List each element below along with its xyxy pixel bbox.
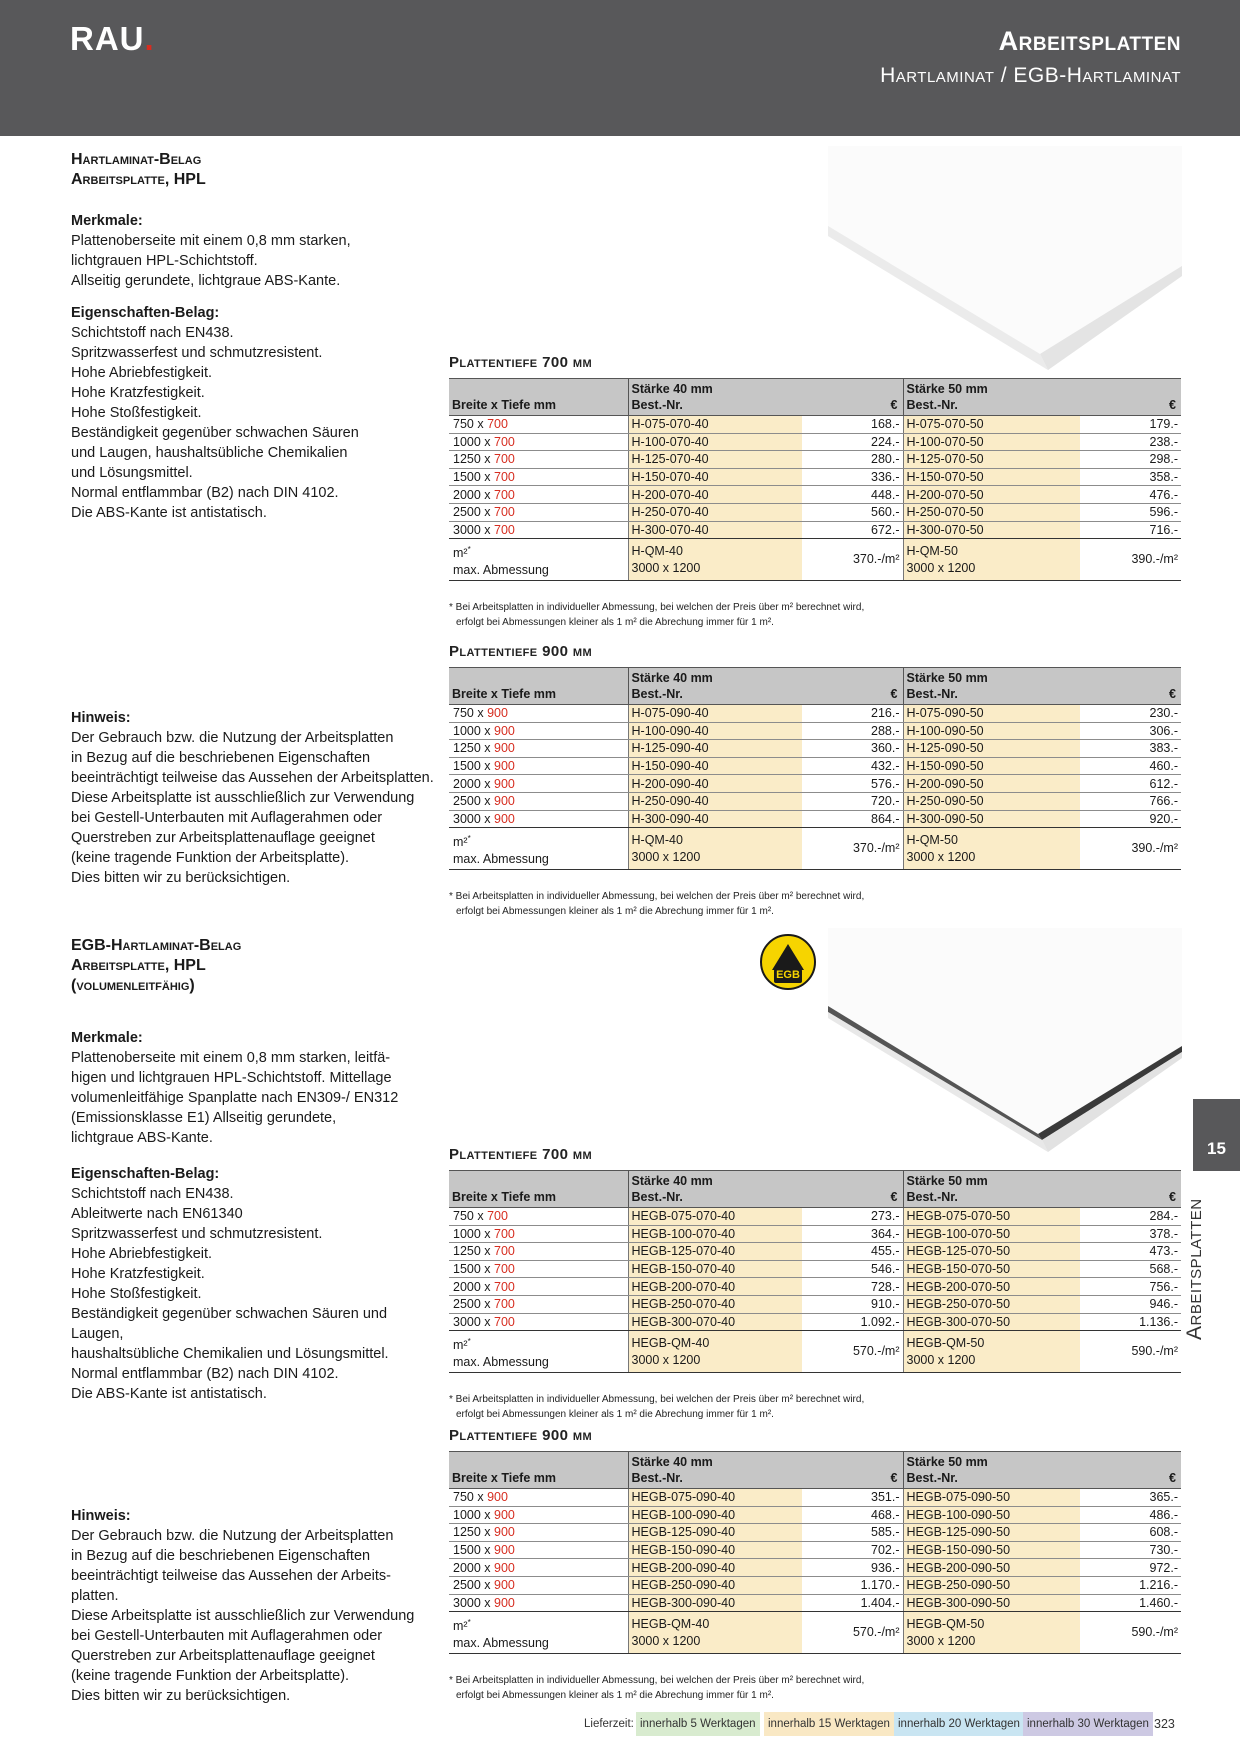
size-cell: 1000 x 900 <box>449 1506 628 1524</box>
text-line: Der Gebrauch bzw. die Nutzung der Arbeitsplatten <box>71 1528 394 1544</box>
qm-price-cell: 390.-/m² <box>1080 828 1181 870</box>
text-line: Dies bitten wir zu berücksichtigen. <box>71 870 291 886</box>
order-number-cell: HEGB-250-070-40 <box>628 1295 802 1313</box>
col-header-euro: € <box>802 379 903 416</box>
price-cell: 306.- <box>1080 722 1181 740</box>
table-row <box>449 521 1181 539</box>
order-number-cell: HEGB-200-090-50 <box>903 1559 1080 1577</box>
price-cell: 910.- <box>802 1295 903 1313</box>
order-number-cell: HEGB-100-090-50 <box>903 1506 1080 1524</box>
order-number-cell: H-150-070-40 <box>628 468 802 486</box>
size-cell: 1500 x 900 <box>449 1541 628 1559</box>
text-line: Die ABS-Kante ist antistatisch. <box>71 505 267 521</box>
size-cell: 1000 x 700 <box>449 433 628 451</box>
text-line: Schichtstoff nach EN438. <box>71 1186 234 1202</box>
text-line: Plattenoberseite mit einem 0,8 mm starken, <box>71 233 351 249</box>
price-cell: 576.- <box>802 775 903 793</box>
size-cell: 2500 x 900 <box>449 792 628 810</box>
qm-order-number-cell: H-QM-40 3000 x 1200 <box>628 828 802 870</box>
col-header-size: Breite x Tiefe mm <box>449 379 628 416</box>
table-row <box>449 1208 1181 1226</box>
section2-eigenschaften: Eigenschaften-Belag: Schichtstoff nach EN438. Ableitwerte nach EN61340 Spritzwasserfest und schmutzresistent. Hohe Abriebfestigkeit. Hohe Kratzfestigkeit. Hohe Stoßfestigkeit. Beständigkeit gegenüber schwachen Säuren und Laugen, haushaltsübliche Chemikalien und Lösungsmittel. Normal entflammbar (B2) nach DIN 4102. Die ABS-Kante ist antistatisch. <box>71 1166 389 1402</box>
size-cell: 1500 x 700 <box>449 468 628 486</box>
hpl-worktop-image <box>820 146 1182 370</box>
text-line: Plattenoberseite mit einem 0,8 mm starken, leitfä- <box>71 1050 391 1066</box>
lieferzeit-chip: innerhalb 30 Werktagen <box>1023 1712 1153 1736</box>
price-cell: 179.- <box>1080 416 1181 434</box>
price-cell: 238.- <box>1080 433 1181 451</box>
text-line: Die ABS-Kante ist antistatisch. <box>71 1386 267 1402</box>
price-cell: 360.- <box>802 740 903 758</box>
qm-price-cell: 590.-/m² <box>1080 1612 1181 1654</box>
text-line: Normal entflammbar (B2) nach DIN 4102. <box>71 485 339 501</box>
size-cell: 1250 x 700 <box>449 1243 628 1261</box>
col-header-euro: € <box>1080 668 1181 705</box>
text-line: und Lösungsmittel. <box>71 465 193 481</box>
text-line: beeinträchtigt teilweise das Aussehen der Arbeitsplatten. <box>71 770 434 786</box>
size-cell: 750 x 700 <box>449 1208 628 1226</box>
price-cell: 288.- <box>802 722 903 740</box>
order-number-cell: H-075-070-50 <box>903 416 1080 434</box>
qm-order-number-cell: H-QM-40 3000 x 1200 <box>628 539 802 581</box>
lieferzeit-chip: innerhalb 5 Werktagen <box>636 1712 760 1736</box>
text-line: Diese Arbeitsplatte ist ausschließlich zur Verwendung <box>71 1608 415 1624</box>
qm-order-number-cell: HEGB-QM-40 3000 x 1200 <box>628 1331 802 1373</box>
order-number-cell: H-125-090-50 <box>903 740 1080 758</box>
qm-price-cell: 370.-/m² <box>802 828 903 870</box>
price-cell: 336.- <box>802 468 903 486</box>
section2-hinweis: Hinweis: Der Gebrauch bzw. die Nutzung der Arbeitsplatten in Bezug auf die beschriebenen Eigenschaften beeinträchtigt teilweise das Aussehen der Arbeits- platten. Diese Arbeitsplatte ist ausschließlich zur Verwendung bei Gestell-Unterbauten mit Auflagerahmen oder Querstreben zur Arbeitsplattenauflage geeignet (keine tragende Funktion der Arbeitsplatte). Dies bitten wir zu berücksichtigen. <box>71 1508 415 1704</box>
order-number-cell: HEGB-125-090-40 <box>628 1524 802 1542</box>
size-cell: 3000 x 900 <box>449 1594 628 1612</box>
table-row <box>449 1313 1181 1331</box>
qm-order-number-cell: HEGB-QM-50 3000 x 1200 <box>903 1612 1080 1654</box>
order-number-cell: HEGB-300-090-50 <box>903 1594 1080 1612</box>
table-footnote: * Bei Arbeitsplatten in individueller Abmessung, bei welchen der Preis über m² berechnet wird, erfolgt bei Abmessungen kleiner als 1 m² die Abrechung immer für 1 m². <box>449 1675 865 1701</box>
price-cell: 284.- <box>1080 1208 1181 1226</box>
price-cell: 936.- <box>802 1559 903 1577</box>
qm-price-cell: 390.-/m² <box>1080 539 1181 581</box>
text-line: haushaltsübliche Chemikalien und Lösungsmittel. <box>71 1346 389 1362</box>
text-line: Querstreben zur Arbeitsplattenauflage geeignet <box>71 1648 375 1664</box>
price-cell: 728.- <box>802 1278 903 1296</box>
table-row-qm <box>449 539 1181 581</box>
price-table <box>449 1170 1181 1373</box>
order-number-cell: HEGB-300-070-40 <box>628 1313 802 1331</box>
text-line: Schichtstoff nach EN438. <box>71 325 234 341</box>
table-row-qm <box>449 1612 1181 1654</box>
table-row <box>449 1260 1181 1278</box>
table-footnote: * Bei Arbeitsplatten in individueller Abmessung, bei welchen der Preis über m² berechnet wird, erfolgt bei Abmessungen kleiner als 1 m² die Abrechung immer für 1 m². <box>449 1394 865 1420</box>
order-number-cell: HEGB-075-070-40 <box>628 1208 802 1226</box>
order-number-cell: H-200-090-40 <box>628 775 802 793</box>
text-line: Der Gebrauch bzw. die Nutzung der Arbeitsplatten <box>71 730 394 746</box>
table-row <box>449 757 1181 775</box>
table-row <box>449 722 1181 740</box>
order-number-cell: H-300-070-50 <box>903 521 1080 539</box>
order-number-cell: H-075-090-40 <box>628 705 802 723</box>
col-header-s50: Stärke 50 mm Best.-Nr. <box>903 1171 1080 1208</box>
order-number-cell: H-150-090-50 <box>903 757 1080 775</box>
price-cell: 476.- <box>1080 486 1181 504</box>
qm-price-cell: 570.-/m² <box>802 1612 903 1654</box>
price-cell: 730.- <box>1080 1541 1181 1559</box>
order-number-cell: HEGB-150-070-50 <box>903 1260 1080 1278</box>
price-cell: 596.- <box>1080 503 1181 521</box>
col-header-size: Breite x Tiefe mm <box>449 668 628 705</box>
price-table <box>449 1451 1181 1654</box>
table-row <box>449 1524 1181 1542</box>
qm-order-number-cell: HEGB-QM-40 3000 x 1200 <box>628 1612 802 1654</box>
qm-label-cell: m²* max. Abmessung <box>449 1612 628 1654</box>
text-line: Allseitig gerundete, lichtgraue ABS-Kante. <box>71 273 341 289</box>
col-header-euro: € <box>802 1452 903 1489</box>
qm-order-number-cell: H-QM-50 3000 x 1200 <box>903 828 1080 870</box>
order-number-cell: HEGB-150-090-40 <box>628 1541 802 1559</box>
price-cell: 756.- <box>1080 1278 1181 1296</box>
size-cell: 2000 x 900 <box>449 1559 628 1577</box>
section1-hinweis: Hinweis: Der Gebrauch bzw. die Nutzung der Arbeitsplatten in Bezug auf die beschriebenen Eigenschaften beeinträchtigt teilweise das Aussehen der Arbeitsplatten. Diese Arbeitsplatte ist ausschließlich zur Verwendung bei Gestell-Unterbauten mit Auflagerahmen oder Querstreben zur Arbeitsplattenauflage geeignet (keine tragende Funktion der Arbeitsplatte). Dies bitten wir zu berücksichtigen. <box>71 710 434 886</box>
table-row <box>449 416 1181 434</box>
col-header-euro: € <box>1080 1452 1181 1489</box>
section1-eigenschaften: Eigenschaften-Belag: Schichtstoff nach EN438. Spritzwasserfest und schmutzresistent. Hohe Abriebfestigkeit. Hohe Kratzfestigkeit. Hohe Stoßfestigkeit. Beständigkeit gegenüber schwachen Säuren und Laugen, haushaltsübliche Chemikalien und Lösungsmittel. Normal entflammbar (B2) nach DIN 4102. Die ABS-Kante ist antistatisch. <box>71 305 359 521</box>
table-row <box>449 451 1181 469</box>
col-header-euro: € <box>1080 1171 1181 1208</box>
table-row <box>449 810 1181 828</box>
table-row <box>449 792 1181 810</box>
table-row <box>449 486 1181 504</box>
order-number-cell: H-150-070-50 <box>903 468 1080 486</box>
price-cell: 720.- <box>802 792 903 810</box>
price-cell: 946.- <box>1080 1295 1181 1313</box>
order-number-cell: HEGB-125-090-50 <box>903 1524 1080 1542</box>
price-cell: 468.- <box>802 1506 903 1524</box>
table-title: Plattentiefe 900 mm <box>449 1427 593 1444</box>
order-number-cell: H-100-090-40 <box>628 722 802 740</box>
rau-logo: RAU. <box>70 20 155 57</box>
price-cell: 486.- <box>1080 1506 1181 1524</box>
order-number-cell: H-200-070-40 <box>628 486 802 504</box>
size-cell: 3000 x 700 <box>449 1313 628 1331</box>
price-cell: 702.- <box>802 1541 903 1559</box>
order-number-cell: HEGB-200-070-50 <box>903 1278 1080 1296</box>
text-line: bei Gestell-Unterbauten mit Auflagerahmen oder <box>71 1628 383 1644</box>
table-row <box>449 1541 1181 1559</box>
size-cell: 2000 x 900 <box>449 775 628 793</box>
lieferzeit-label: Lieferzeit: <box>584 1718 634 1730</box>
col-header-euro: € <box>1080 379 1181 416</box>
price-cell: 358.- <box>1080 468 1181 486</box>
price-cell: 1.404.- <box>802 1594 903 1612</box>
size-cell: 2000 x 700 <box>449 1278 628 1296</box>
text-line: Hohe Kratzfestigkeit. <box>71 385 205 401</box>
qm-price-cell: 370.-/m² <box>802 539 903 581</box>
order-number-cell: HEGB-075-090-40 <box>628 1489 802 1507</box>
table-row-qm <box>449 828 1181 870</box>
price-cell: 448.- <box>802 486 903 504</box>
text-line: und Laugen, haushaltsübliche Chemikalien <box>71 445 348 461</box>
col-header-euro: € <box>802 668 903 705</box>
table-row <box>449 1295 1181 1313</box>
size-cell: 1250 x 700 <box>449 451 628 469</box>
size-cell: 3000 x 700 <box>449 521 628 539</box>
text-line: in Bezug auf die beschriebenen Eigenschaften <box>71 750 371 766</box>
table-row <box>449 503 1181 521</box>
order-number-cell: H-075-070-40 <box>628 416 802 434</box>
size-cell: 3000 x 900 <box>449 810 628 828</box>
price-cell: 298.- <box>1080 451 1181 469</box>
price-cell: 568.- <box>1080 1260 1181 1278</box>
table-row <box>449 1576 1181 1594</box>
order-number-cell: H-100-090-50 <box>903 722 1080 740</box>
table-title: Plattentiefe 700 mm <box>449 1146 593 1163</box>
table-row <box>449 1278 1181 1296</box>
text-line: lichtgraue ABS-Kante. <box>71 1130 213 1146</box>
order-number-cell: H-250-090-50 <box>903 792 1080 810</box>
section1-title: Hartlaminat-Belag Arbeitsplatte, HPL <box>71 151 206 188</box>
table-footnote: * Bei Arbeitsplatten in individueller Abmessung, bei welchen der Preis über m² berechnet wird, erfolgt bei Abmessungen kleiner als 1 m² die Abrechung immer für 1 m². <box>449 602 865 628</box>
price-cell: 546.- <box>802 1260 903 1278</box>
qm-price-cell: 590.-/m² <box>1080 1331 1181 1373</box>
text-line: Spritzwasserfest und schmutzresistent. <box>71 1226 323 1242</box>
price-cell: 1.460.- <box>1080 1594 1181 1612</box>
price-cell: 1.092.- <box>802 1313 903 1331</box>
price-cell: 273.- <box>802 1208 903 1226</box>
price-cell: 972.- <box>1080 1559 1181 1577</box>
price-cell: 672.- <box>802 521 903 539</box>
order-number-cell: H-200-090-50 <box>903 775 1080 793</box>
table-row <box>449 1243 1181 1261</box>
order-number-cell: HEGB-075-070-50 <box>903 1208 1080 1226</box>
text-line: volumenleitfähige Spanplatte nach EN309-/ EN312 <box>71 1090 399 1106</box>
price-cell: 864.- <box>802 810 903 828</box>
table-title: Plattentiefe 700 mm <box>449 354 593 371</box>
table-row <box>449 740 1181 758</box>
order-number-cell: H-300-070-40 <box>628 521 802 539</box>
page-title: Arbeitsplatten <box>998 26 1181 56</box>
table-title: Plattentiefe 900 mm <box>449 643 593 660</box>
size-cell: 2500 x 900 <box>449 1576 628 1594</box>
chapter-tab[interactable]: 15 <box>1193 1099 1240 1171</box>
price-cell: 1.216.- <box>1080 1576 1181 1594</box>
lieferzeit-chip: innerhalb 15 Werktagen <box>764 1712 894 1736</box>
table-row <box>449 1489 1181 1507</box>
text-line: beeinträchtigt teilweise das Aussehen der Arbeits- <box>71 1568 391 1584</box>
price-table <box>449 378 1181 581</box>
text-line: lichtgrauen HPL-Schichtstoff. <box>71 253 258 269</box>
order-number-cell: H-150-090-40 <box>628 757 802 775</box>
order-number-cell: H-250-070-40 <box>628 503 802 521</box>
text-line: Laugen, <box>71 1326 124 1342</box>
order-number-cell: HEGB-200-090-40 <box>628 1559 802 1577</box>
text-line: Normal entflammbar (B2) nach DIN 4102. <box>71 1366 339 1382</box>
order-number-cell: HEGB-200-070-40 <box>628 1278 802 1296</box>
table-row <box>449 468 1181 486</box>
table-footnote: * Bei Arbeitsplatten in individueller Abmessung, bei welchen der Preis über m² berechnet wird, erfolgt bei Abmessungen kleiner als 1 m² die Abrechung immer für 1 m². <box>449 891 865 917</box>
col-header-s50: Stärke 50 mm Best.-Nr. <box>903 668 1080 705</box>
order-number-cell: HEGB-100-070-40 <box>628 1225 802 1243</box>
price-cell: 455.- <box>802 1243 903 1261</box>
table-row <box>449 1225 1181 1243</box>
table-row <box>449 433 1181 451</box>
price-cell: 224.- <box>802 433 903 451</box>
esd-warning-icon: EGB <box>760 934 816 990</box>
price-cell: 560.- <box>802 503 903 521</box>
table-row <box>449 705 1181 723</box>
size-cell: 2000 x 700 <box>449 486 628 504</box>
price-cell: 460.- <box>1080 757 1181 775</box>
page-subtitle: Hartlaminat / EGB-Hartlaminat <box>880 64 1181 87</box>
price-cell: 1.136.- <box>1080 1313 1181 1331</box>
text-line: Ableitwerte nach EN61340 <box>71 1206 243 1222</box>
egb-worktop-image <box>820 928 1182 1152</box>
order-number-cell: H-100-070-40 <box>628 433 802 451</box>
order-number-cell: HEGB-075-090-50 <box>903 1489 1080 1507</box>
text-line: (keine tragende Funktion der Arbeitsplatte). <box>71 850 350 866</box>
table-row <box>449 1594 1181 1612</box>
qm-order-number-cell: HEGB-QM-50 3000 x 1200 <box>903 1331 1080 1373</box>
size-cell: 1250 x 900 <box>449 1524 628 1542</box>
order-number-cell: HEGB-100-070-50 <box>903 1225 1080 1243</box>
order-number-cell: HEGB-100-090-40 <box>628 1506 802 1524</box>
col-header-s40: Stärke 40 mm Best.-Nr. <box>628 379 802 416</box>
price-cell: 280.- <box>802 451 903 469</box>
price-cell: 383.- <box>1080 740 1181 758</box>
page-number: 323 <box>1154 1717 1175 1731</box>
price-cell: 920.- <box>1080 810 1181 828</box>
order-number-cell: H-125-090-40 <box>628 740 802 758</box>
order-number-cell: HEGB-250-090-50 <box>903 1576 1080 1594</box>
size-cell: 1000 x 700 <box>449 1225 628 1243</box>
order-number-cell: H-300-090-40 <box>628 810 802 828</box>
qm-label-cell: m²* max. Abmessung <box>449 1331 628 1373</box>
col-header-euro: € <box>802 1171 903 1208</box>
price-table <box>449 667 1181 870</box>
price-cell: 766.- <box>1080 792 1181 810</box>
col-header-s50: Stärke 50 mm Best.-Nr. <box>903 1452 1080 1489</box>
text-line: bei Gestell-Unterbauten mit Auflagerahmen oder <box>71 810 383 826</box>
size-cell: 750 x 900 <box>449 705 628 723</box>
col-header-size: Breite x Tiefe mm <box>449 1452 628 1489</box>
page-header <box>0 0 1240 136</box>
qm-price-cell: 570.-/m² <box>802 1331 903 1373</box>
order-number-cell: HEGB-150-090-50 <box>903 1541 1080 1559</box>
price-cell: 1.170.- <box>802 1576 903 1594</box>
order-number-cell: H-250-090-40 <box>628 792 802 810</box>
price-cell: 364.- <box>802 1225 903 1243</box>
lieferzeit-chip: innerhalb 20 Werktagen <box>894 1712 1024 1736</box>
qm-label-cell: m²* max. Abmessung <box>449 828 628 870</box>
col-header-s40: Stärke 40 mm Best.-Nr. <box>628 1171 802 1208</box>
col-header-size: Breite x Tiefe mm <box>449 1171 628 1208</box>
table-row <box>449 775 1181 793</box>
order-number-cell: H-125-070-50 <box>903 451 1080 469</box>
col-header-s40: Stärke 40 mm Best.-Nr. <box>628 668 802 705</box>
order-number-cell: HEGB-250-090-40 <box>628 1576 802 1594</box>
chapter-label: Arbeitsplatten <box>1183 1198 1206 1340</box>
text-line: (keine tragende Funktion der Arbeitsplatte). <box>71 1668 350 1684</box>
order-number-cell: HEGB-300-090-40 <box>628 1594 802 1612</box>
section1-merkmale: Merkmale: Plattenoberseite mit einem 0,8 mm starken, lichtgrauen HPL-Schichtstoff. Allseitig gerundete, lichtgraue ABS-Kante. <box>71 213 351 289</box>
order-number-cell: HEGB-300-070-50 <box>903 1313 1080 1331</box>
size-cell: 1500 x 900 <box>449 757 628 775</box>
order-number-cell: H-300-090-50 <box>903 810 1080 828</box>
text-line: Hohe Abriebfestigkeit. <box>71 1246 213 1262</box>
price-cell: 585.- <box>802 1524 903 1542</box>
size-cell: 2500 x 700 <box>449 1295 628 1313</box>
text-line: Hohe Kratzfestigkeit. <box>71 1266 205 1282</box>
text-line: Hohe Stoßfestigkeit. <box>71 405 202 421</box>
table-row-qm <box>449 1331 1181 1373</box>
text-line: Beständigkeit gegenüber schwachen Säuren <box>71 425 359 441</box>
order-number-cell: HEGB-125-070-40 <box>628 1243 802 1261</box>
order-number-cell: H-100-070-50 <box>903 433 1080 451</box>
text-line: in Bezug auf die beschriebenen Eigenschaften <box>71 1548 371 1564</box>
price-cell: 608.- <box>1080 1524 1181 1542</box>
price-cell: 473.- <box>1080 1243 1181 1261</box>
text-line: (Emissionsklasse E1) Allseitig gerundete, <box>71 1110 337 1126</box>
text-line: Hohe Stoßfestigkeit. <box>71 1286 202 1302</box>
size-cell: 1000 x 900 <box>449 722 628 740</box>
price-cell: 612.- <box>1080 775 1181 793</box>
price-cell: 168.- <box>802 416 903 434</box>
text-line: Hohe Abriebfestigkeit. <box>71 365 213 381</box>
col-header-s50: Stärke 50 mm Best.-Nr. <box>903 379 1080 416</box>
price-cell: 216.- <box>802 705 903 723</box>
text-line: Dies bitten wir zu berücksichtigen. <box>71 1688 291 1704</box>
order-number-cell: H-200-070-50 <box>903 486 1080 504</box>
text-line: Diese Arbeitsplatte ist ausschließlich zur Verwendung <box>71 790 415 806</box>
qm-order-number-cell: H-QM-50 3000 x 1200 <box>903 539 1080 581</box>
price-cell: 432.- <box>802 757 903 775</box>
text-line: Beständigkeit gegenüber schwachen Säuren und <box>71 1306 388 1322</box>
size-cell: 2500 x 700 <box>449 503 628 521</box>
price-cell: 378.- <box>1080 1225 1181 1243</box>
size-cell: 750 x 700 <box>449 416 628 434</box>
size-cell: 1500 x 700 <box>449 1260 628 1278</box>
order-number-cell: H-075-090-50 <box>903 705 1080 723</box>
order-number-cell: H-250-070-50 <box>903 503 1080 521</box>
price-cell: 351.- <box>802 1489 903 1507</box>
order-number-cell: HEGB-125-070-50 <box>903 1243 1080 1261</box>
section2-title: EGB-Hartlaminat-Belag Arbeitsplatte, HPL (volumenleitfähig) <box>71 937 242 994</box>
section2-merkmale: Merkmale: Plattenoberseite mit einem 0,8 mm starken, leitfä- higen und lichtgrauen HPL-Schichtstoff. Mittellage volumenleitfähige Spanplatte nach EN309-/ EN312 (Emissionsklasse E1) Allseitig gerundete, lichtgraue ABS-Kante. <box>71 1030 399 1146</box>
size-cell: 1250 x 900 <box>449 740 628 758</box>
col-header-s40: Stärke 40 mm Best.-Nr. <box>628 1452 802 1489</box>
qm-label-cell: m²* max. Abmessung <box>449 539 628 581</box>
order-number-cell: HEGB-150-070-40 <box>628 1260 802 1278</box>
price-cell: 365.- <box>1080 1489 1181 1507</box>
text-line: Spritzwasserfest und schmutzresistent. <box>71 345 323 361</box>
price-cell: 230.- <box>1080 705 1181 723</box>
table-row <box>449 1559 1181 1577</box>
text-line: Querstreben zur Arbeitsplattenauflage geeignet <box>71 830 375 846</box>
price-cell: 716.- <box>1080 521 1181 539</box>
table-row <box>449 1506 1181 1524</box>
text-line: higen und lichtgrauen HPL-Schichtstoff. Mittellage <box>71 1070 392 1086</box>
size-cell: 750 x 900 <box>449 1489 628 1507</box>
order-number-cell: H-125-070-40 <box>628 451 802 469</box>
text-line: platten. <box>71 1588 119 1604</box>
order-number-cell: HEGB-250-070-50 <box>903 1295 1080 1313</box>
